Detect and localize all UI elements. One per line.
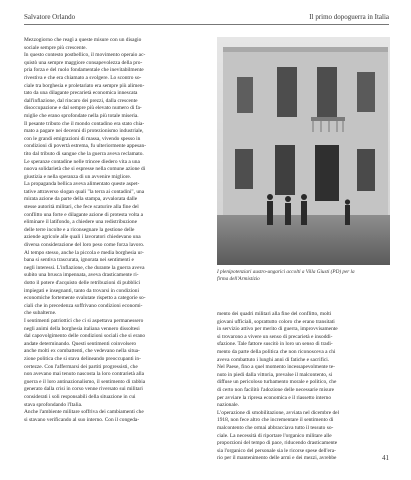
- text-line: nuova solidarietà che si espresse nella comune azione di: [24, 166, 146, 173]
- text-line: La propaganda bellica aveva alimentato queste aspet-: [24, 181, 140, 188]
- text-line: delle terre incolte e a riconsegnare la gestione delle: [24, 226, 135, 233]
- text-line: eliminare il latifondo, a chiedere una redistribuzione: [24, 219, 138, 226]
- text-line: In questo contesto postbellico, il movimento operaio ac-: [24, 52, 146, 59]
- text-line: condizioni di povertà estrema, fu ulteriormente appesan-: [24, 143, 146, 150]
- text-line: generato dalla crisi in corso venne riversato sui militari: [24, 386, 143, 393]
- text-line: nazionale.: [217, 402, 239, 409]
- text-line: Nel Paese, fino a quel momento incessapevolmente te-: [217, 364, 335, 371]
- text-line: stesse autorità militari, che fece scaturire alla fine del: [24, 204, 139, 211]
- text-line: in servizio attivo per merito di guerra, improvvisamente: [217, 326, 338, 333]
- text-line: stava sprofondando l'Italia.: [24, 401, 83, 408]
- text-line: andate determinando. Questi sentimenti coinvolsero: [24, 340, 137, 347]
- text-line: si trovarono a vivere un senso di precarietà e insoddi-: [217, 333, 333, 340]
- text-line: Le speranze contadine nelle trincee diedero vita a una: [24, 158, 140, 165]
- text-line: ciali che in precedenza soffrivano condizioni economi-: [24, 302, 143, 309]
- text-line: sfazione. Tale fattore suscitò in loro un senso di tradi-: [217, 341, 333, 348]
- caption-line: firma dell'Armistizio: [217, 276, 260, 282]
- text-line: Anche l'ambiente militare soffriva dei cambiamenti che: [24, 409, 144, 416]
- text-line: mento da parte della politica che non riconosceva a chi: [217, 348, 336, 355]
- text-line: zione politica che si stava delineando preoccupanti in-: [24, 355, 141, 362]
- caption-line: I plenipotenziari austro-ungarici accolti a Villa Giusti (PD) per la: [217, 269, 355, 275]
- text-line: tato da una dilagante precarietà economica innescata: [24, 90, 138, 97]
- text-line: aziende agricole alle quali i lavoratori chiedevano una: [24, 234, 141, 241]
- page-header: [0, 0, 411, 28]
- photo-villa-giusti-icon: [217, 37, 390, 265]
- text-line: mirata azione da parte della stampa, avvalorata dalle: [24, 196, 138, 203]
- text-line: sociale sempre più crescente.: [24, 44, 87, 51]
- text-line: certezze. Con l'affermarsi dei partiti progressisti, che: [24, 363, 138, 370]
- photo-caption: [217, 269, 390, 283]
- text-line: si stavano verificando al suo interno. Con il congeda-: [24, 416, 140, 423]
- text-line: guerra e il loro antinazionalismo, il sentimento di rabbia: [24, 378, 146, 385]
- text-line: disoccupazione e dal sempre più elevato numero di fa-: [24, 105, 142, 112]
- text-line: di certo non facilitò l'adozione delle necessarie misure: [217, 386, 334, 393]
- text-line: L'operazione di smobilitazione, avviata nel dicembre del: [217, 409, 340, 416]
- text-line: quistò una sempre maggiore consapevolezza della pro-: [24, 59, 143, 66]
- text-line: nuto in piedi dalla vittoria, prevalse il malcontento, si: [217, 371, 333, 378]
- text-line: conflitto una forte e dilagante azione di protesta volta a: [24, 211, 143, 218]
- text-line: giovani ufficiali, soprattutto coloro che erano transitati: [217, 318, 335, 325]
- historical-photo: [217, 37, 390, 265]
- text-line: che subalterne.: [24, 310, 57, 317]
- text-line: con le grandi emigrazioni di massa, vivendo spesso in: [24, 135, 141, 142]
- text-line: Mezzogiorno che reagì a queste misure con un disagio: [24, 37, 142, 43]
- text-line: subito una brusca impennata, aveva drasticamente ri-: [24, 272, 139, 279]
- text-line: giustizia e nella speranza di un avvenire migliore.: [24, 173, 132, 180]
- text-line: economiche fortemente svalutate rispetto a categorie so-: [24, 295, 146, 302]
- text-line: diffuse un pericoloso turbamento morale e politico, che: [217, 379, 337, 386]
- text-line: rivestiva e che era chiamato a svolgere. Lo scontro so-: [24, 74, 142, 81]
- text-line: I sentimenti patriottici che ci si aspettava permanessero: [24, 317, 144, 324]
- text-line: miglie che erano sprofondate nella più totale miseria.: [24, 112, 139, 119]
- text-line: tito dal tributo di sangue che la guerra aveva reclamato.: [24, 150, 144, 157]
- text-line: considerati i soli responsabili della situazione in cui: [24, 393, 136, 400]
- text-line: ciale. La necessità di riportare l'organico militare alle: [217, 432, 332, 439]
- right-text-column: [217, 311, 390, 463]
- text-line: negli animi della borghesia italiana vennero dissoltesi: [24, 325, 140, 332]
- text-line: negli interessi. L'inflazione, che durante la guerra aveva: [24, 264, 145, 271]
- text-line: Il pesante tributo che il mondo contadino era stato chia-: [24, 120, 145, 127]
- text-line: diversa considerazione del loro peso come forza lavoro.: [24, 242, 145, 249]
- text-line: aveva combattuto i lunghi anni di fatiche e sacrifici.: [217, 356, 330, 363]
- text-line: tative attraverso slogan quali "la terra ai contadini", una: [24, 188, 145, 195]
- text-line: anche molti ex combattenti, che vedevano nella situa-: [24, 348, 140, 355]
- author-name: Salvatore Orlando: [24, 13, 76, 21]
- text-line: pria forza e del ruolo fondamentale che inevitabilmente: [24, 67, 144, 74]
- left-text-column: [24, 37, 206, 424]
- text-line: dal capovolgimento delle condizioni sociali che si erano: [24, 333, 146, 340]
- text-line: mato a pagare nei decenni di protezionismo industriale,: [24, 128, 144, 135]
- text-line: mento dei quadri militari alla fine del conflitto, molti: [217, 311, 332, 317]
- text-line: ciale tra borghesia e proletariato era sempre più alimen-: [24, 82, 145, 89]
- text-line: sia l'organico del personale sia le ricorse spese dell'era-: [217, 447, 336, 454]
- page-number: 41: [382, 454, 389, 462]
- running-title: Il primo dopoguerra in Italia: [309, 13, 389, 21]
- header-rule: [24, 24, 389, 25]
- text-line: dotto il potere d'acquisto delle retribuzioni di pubblici: [24, 280, 141, 286]
- text-line: rio per il mantenimento delle armi e dei mezzi, avrebbe: [217, 455, 337, 462]
- text-line: dall'inflazione, dal rincaro dei prezzi, dalla crescente: [24, 97, 138, 104]
- text-line: Al tempo stesso, anche la piccola e media borghesia ur-: [24, 249, 144, 256]
- text-line: malcontento che ormai abbracciava tutto il tessuto so-: [217, 424, 334, 431]
- text-line: 1918, non fece altro che incrementare il sentimento di: [217, 417, 334, 424]
- text-line: impiegati e insegnanti, tanto da trovarsi in condizioni: [24, 287, 139, 294]
- text-line: non avevano mai tenuto nascosta la loro contrarietà alla: [24, 371, 145, 378]
- text-line: per avviare la ripresa economica e il riassetto interno: [217, 394, 332, 401]
- text-line: bana si sentiva trascurata, ignorata nei sentimenti e: [24, 257, 134, 264]
- text-line: proporzioni del tempo di pace, riducendo drasticamente: [217, 440, 338, 447]
